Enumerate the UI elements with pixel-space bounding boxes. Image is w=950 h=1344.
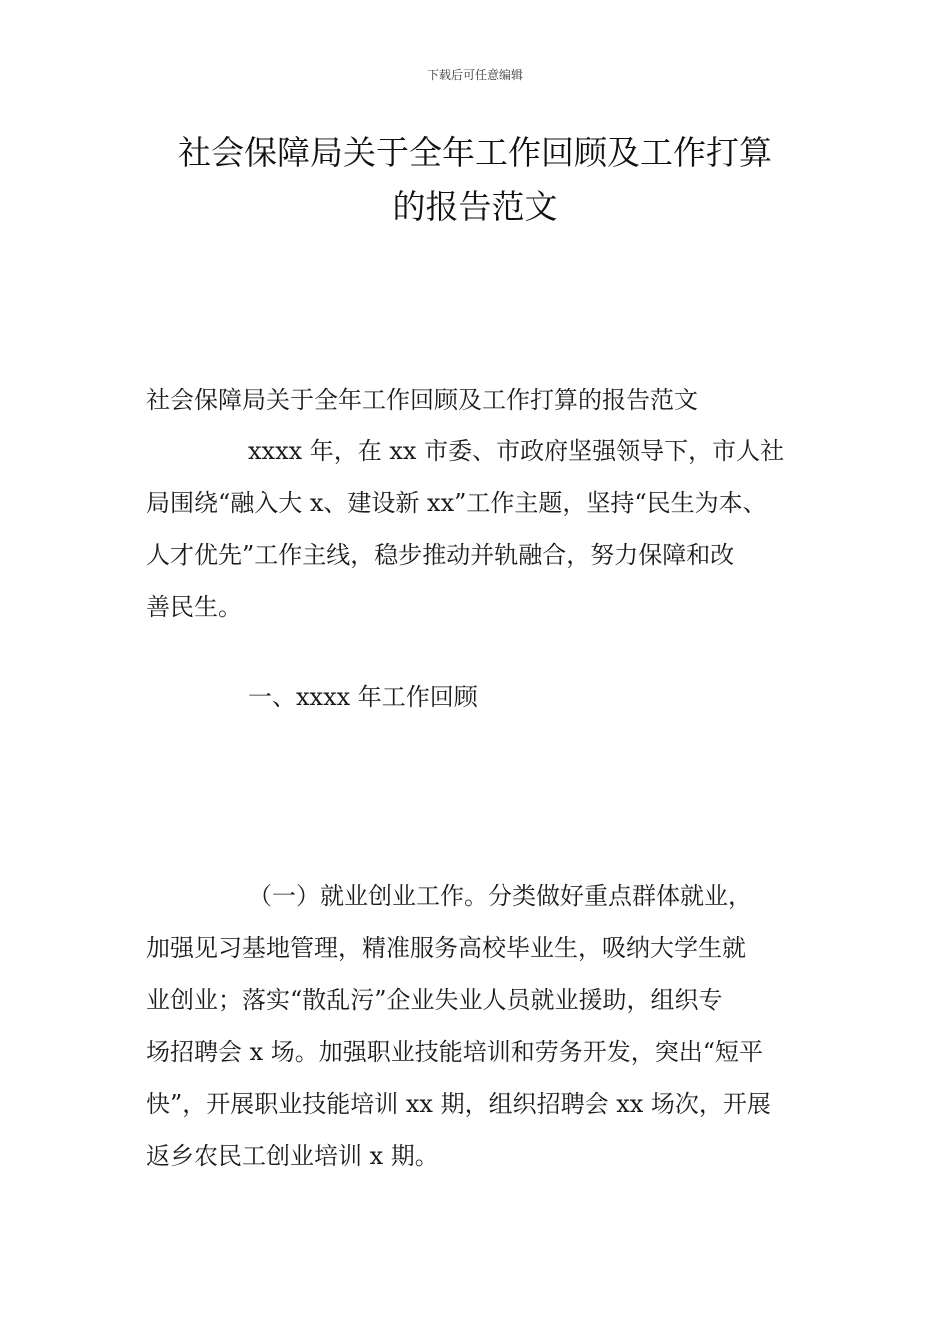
- section-heading: 一、xxxx 年工作回顾: [248, 683, 478, 711]
- employment-line-5: 快”，开展职业技能培训 xx 期，组织招聘会 xx 场次，开展: [146, 1090, 771, 1118]
- document-title-line-1: 社会保障局关于全年工作回顾及工作打算: [178, 133, 772, 172]
- header-note: 下载后可任意编辑: [426, 68, 523, 82]
- document-title-line-2: 的报告范文: [392, 187, 558, 226]
- intro-paragraph: [146, 425, 816, 633]
- document-title: [0, 126, 950, 234]
- employment-line-6: 返乡农民工创业培训 x 期。: [146, 1142, 439, 1170]
- intro-line-4: 善民生。: [146, 593, 242, 621]
- intro-line-1: xxxx 年，在 xx 市委、市政府坚强领导下，市人社: [248, 437, 785, 465]
- employment-line-2: 加强见习基地管理，精准服务高校毕业生，吸纳大学生就: [146, 934, 746, 962]
- document-subtitle: 社会保障局关于全年工作回顾及工作打算的报告范文: [146, 386, 698, 414]
- employment-line-3: 业创业；落实“散乱污”企业失业人员就业援助，组织专: [146, 986, 723, 1014]
- employment-line-4: 场招聘会 x 场。加强职业技能培训和劳务开发，突出“短平: [146, 1038, 764, 1066]
- employment-paragraph: [146, 870, 816, 1182]
- intro-line-3: 人才优先”工作主线，稳步推动并轨融合，努力保障和改: [146, 541, 735, 569]
- employment-line-1: （一）就业创业工作。分类做好重点群体就业，: [248, 882, 752, 910]
- intro-line-2: 局围绕“融入大 x、建设新 xx”工作主题，坚持“民生为本、: [146, 489, 767, 517]
